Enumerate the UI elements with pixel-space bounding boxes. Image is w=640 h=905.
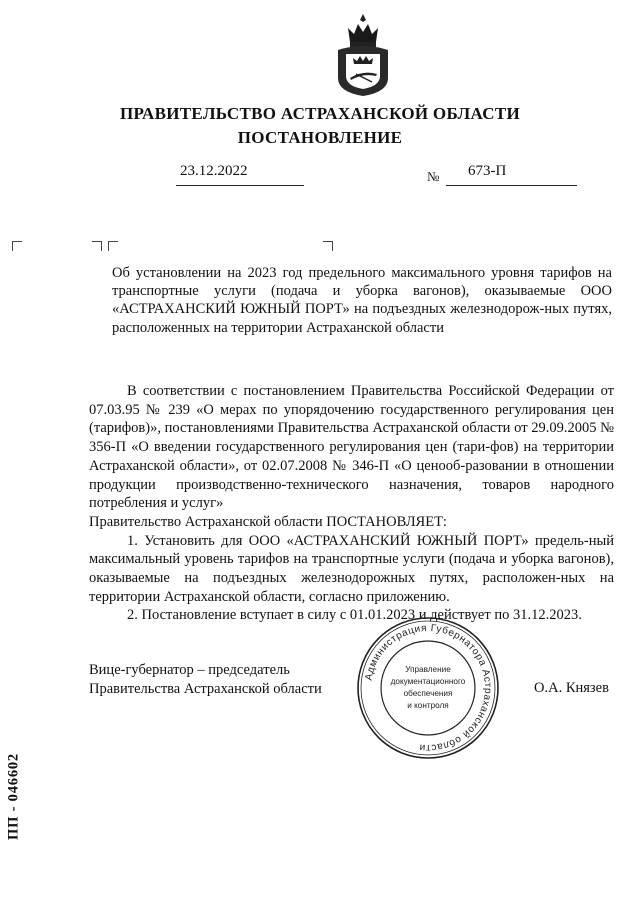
stamp-center-line-2: документационного — [390, 677, 466, 686]
signatory-title — [89, 661, 322, 699]
stamp-center-line-4: и контроля — [407, 701, 449, 710]
corner-mark — [108, 241, 118, 251]
stamp-ring-text: Администрация Губернатора Астраханской области — [363, 622, 494, 754]
coat-of-arms-emblem — [332, 12, 394, 98]
corner-mark — [323, 241, 333, 251]
preamble-paragraph: В соответствии с постановлением Правительства Российской Федерации от 07.03.95 № 239 «О мерах по упорядочению государственного регулирования цен (тарифов)», постановлениями Правительства Астраханской области от 29.09.2005 № 356-П «О введении государственного регулирования цен (тари-фов) на территории Астраханской области», от 02.07.2008 № 346-П «О ценооб-разовании в отношении продукции производственно-технического назначения, товаров народного потребления и услуг» — [89, 383, 614, 512]
resolves-line: Правительство Астраханской области ПОСТАНОВЛЯЕТ: — [89, 513, 447, 530]
svg-text:Администрация Губернатора Астр — [363, 623, 493, 753]
item-2-paragraph: 2. Постановление вступает в силу с 01.01.2023 и действует по 31.12.2023. — [127, 607, 582, 624]
document-date: 23.12.2022 — [180, 163, 248, 179]
form-serial-number: ПП - 046602 — [5, 753, 22, 840]
number-label: № — [427, 169, 440, 184]
document-body — [89, 382, 614, 625]
date-field — [176, 161, 304, 186]
document-number: 673-П — [468, 163, 507, 179]
corner-mark — [12, 241, 22, 251]
government-heading: ПРАВИТЕЛЬСТВО АСТРАХАНСКОЙ ОБЛАСТИ — [120, 104, 520, 123]
corner-mark — [92, 241, 102, 251]
signatory-title-line-2: Правительства Астраханской области — [89, 681, 322, 697]
form-serial — [0, 738, 28, 864]
official-stamp — [354, 614, 502, 762]
signatory-title-line-1: Вице-губернатор – председатель — [89, 662, 290, 678]
signatory-name: О.А. Князев — [534, 680, 609, 696]
document-type-heading: ПОСТАНОВЛЕНИЕ — [237, 128, 403, 147]
stamp-center-line-1: Управление — [405, 665, 451, 674]
item-1-paragraph: 1. Установить для ООО «АСТРАХАНСКИЙ ЮЖНЫЙ ПОРТ» предель-ный максимальный уровень тарифов на транспортные услуги (подача и уборка вагонов), оказываемые на подъездных железнодорожных путях, расположен-ных на территории Астраханской области, согласно приложению. — [89, 532, 614, 605]
document-subject: Об установлении на 2023 год предельного максимального уровня тарифов на транспортные услуги (подача и уборка вагонов), оказываемые ООО «АСТРАХАНСКИЙ ЮЖНЫЙ ПОРТ» на подъездных железнодорож-ных путях, расположенных на территории Астраханской области — [112, 265, 612, 336]
number-field — [446, 161, 577, 186]
stamp-center-line-3: обеспечения — [403, 689, 453, 698]
